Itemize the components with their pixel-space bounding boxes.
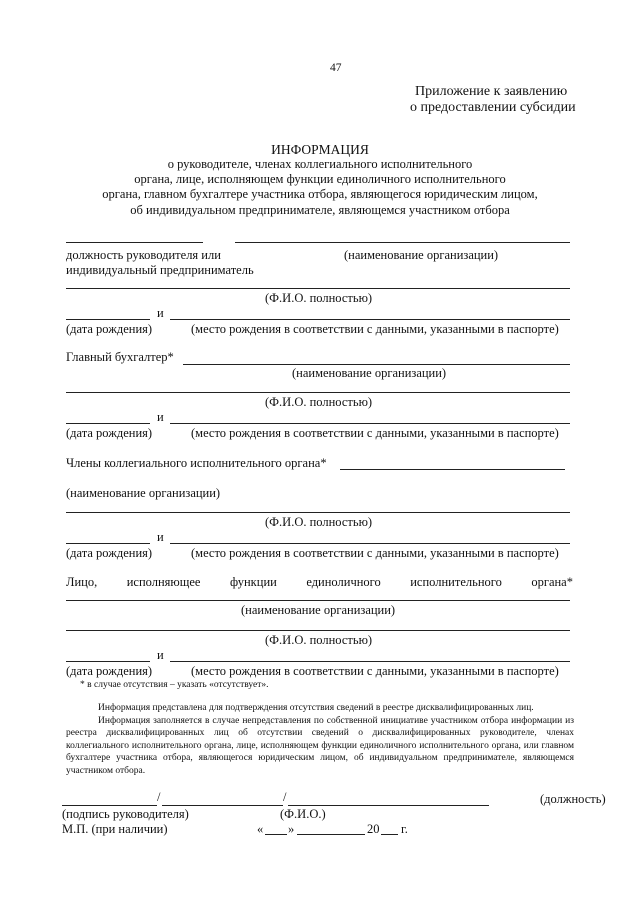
- position-label: должность руководителя или: [66, 248, 221, 262]
- organization-name-field[interactable]: [235, 242, 570, 243]
- birth-place-field[interactable]: [170, 423, 570, 424]
- birth-date-label: (дата рождения): [66, 426, 153, 440]
- year-prefix: 20: [367, 822, 380, 836]
- organization-name-label: (наименование организации): [66, 486, 221, 500]
- heading-word: исполняющее: [126, 575, 201, 589]
- full-name-label: (Ф.И.О. полностью): [265, 633, 373, 647]
- fio-caption: (Ф.И.О.): [280, 807, 326, 821]
- entrepreneur-label: индивидуальный предприниматель: [66, 263, 254, 277]
- heading-word: функции: [229, 575, 277, 589]
- date-open-quote: «: [257, 822, 264, 836]
- sole-executive-heading: [66, 575, 573, 590]
- and-label: и: [157, 306, 164, 320]
- date-month-field[interactable]: [297, 834, 365, 835]
- full-name-label: (Ф.И.О. полностью): [265, 291, 373, 305]
- full-name-label: (Ф.И.О. полностью): [265, 395, 373, 409]
- subtitle-line-4: об индивидуальном предпринимателе, являющемся участником отбора: [130, 203, 510, 217]
- board-members-field[interactable]: [340, 469, 565, 470]
- position-field[interactable]: [66, 242, 203, 243]
- footnote: * в случае отсутствия – указать «отсутствует».: [80, 680, 269, 690]
- heading-word: органа*: [531, 575, 573, 589]
- full-name-field[interactable]: [66, 512, 570, 513]
- board-members-heading: Члены коллегиального исполнительного органа*: [66, 456, 327, 470]
- heading-word: исполнительного: [410, 575, 502, 589]
- chief-accountant-heading: Главный бухгалтер*: [66, 350, 174, 364]
- birth-place-label: (место рождения в соответствии с данными, указанными в паспорте): [191, 664, 559, 678]
- date-close-quote: »: [288, 822, 295, 836]
- organization-name-label: (наименование организации): [292, 366, 447, 380]
- date-day-field[interactable]: [265, 834, 287, 835]
- notes-block: [66, 702, 574, 777]
- year-suffix: г.: [401, 822, 408, 836]
- birth-date-label: (дата рождения): [66, 322, 153, 336]
- full-name-field[interactable]: [66, 392, 570, 393]
- and-label: и: [157, 648, 164, 662]
- signature-field[interactable]: [62, 805, 157, 806]
- signature-position-field[interactable]: [288, 805, 489, 806]
- position-caption: (должность): [540, 792, 606, 806]
- birth-date-field[interactable]: [66, 543, 150, 544]
- birth-date-field[interactable]: [66, 319, 150, 320]
- birth-place-label: (место рождения в соответствии с данными, указанными в паспорте): [191, 426, 559, 440]
- birth-place-field[interactable]: [170, 661, 570, 662]
- note-paragraph-1: Информация представлена для подтверждения отсутствия сведений в реестре дисквалифицированных лиц.: [98, 703, 534, 713]
- page-number: 47: [330, 62, 342, 74]
- slash-separator: /: [157, 790, 161, 804]
- and-label: и: [157, 530, 164, 544]
- date-year-field[interactable]: [381, 834, 398, 835]
- birth-date-field[interactable]: [66, 423, 150, 424]
- full-name-label: (Ф.И.О. полностью): [265, 515, 373, 529]
- stamp-caption: М.П. (при наличии): [62, 822, 168, 836]
- chief-accountant-org-field[interactable]: [183, 364, 570, 365]
- and-label: и: [157, 410, 164, 424]
- full-name-field[interactable]: [66, 630, 570, 631]
- sole-executive-org-field[interactable]: [66, 600, 570, 601]
- birth-date-field[interactable]: [66, 661, 150, 662]
- full-name-field[interactable]: [66, 288, 570, 289]
- birth-date-label: (дата рождения): [66, 664, 153, 678]
- organization-name-label: (наименование организации): [344, 248, 499, 262]
- birth-date-label: (дата рождения): [66, 546, 153, 560]
- subtitle-line-2: органа, лице, исполняющем функции единоличного исполнительного: [134, 172, 506, 186]
- slash-separator: /: [283, 790, 287, 804]
- subtitle-line-1: о руководителе, членах коллегиального исполнительного: [167, 157, 473, 171]
- appendix-line-2: о предоставлении субсидии: [410, 100, 576, 115]
- heading-word: Лицо,: [66, 575, 98, 589]
- document-title: ИНФОРМАЦИЯ: [271, 142, 369, 157]
- head-signature-caption: (подпись руководителя): [62, 807, 189, 821]
- note-paragraph-2: Информация заполняется в случае непредставления по собственной инициативе участником отбора информации из реестра дисквалифицированных лиц об отсутствии сведений о дисквалифицированных руководителе, членах коллегиального исполнительного органа, лице, исполняющем функции единоличного исполнительного органа, или главном бухгалтере участника отбора, являющегося юридическим лицом, об индивидуальном предпринимателе, являющемся участником отбора.: [66, 715, 574, 776]
- birth-place-label: (место рождения в соответствии с данными, указанными в паспорте): [191, 546, 559, 560]
- appendix-line-1: Приложение к заявлению: [415, 84, 568, 99]
- birth-place-field[interactable]: [170, 543, 570, 544]
- birth-place-label: (место рождения в соответствии с данными, указанными в паспорте): [191, 322, 559, 336]
- heading-word: единоличного: [306, 575, 381, 589]
- organization-name-label: (наименование организации): [241, 603, 396, 617]
- subtitle-line-3: органа, главном бухгалтере участника отбора, являющегося юридическим лицом,: [102, 187, 538, 201]
- birth-place-field[interactable]: [170, 319, 570, 320]
- signature-name-field[interactable]: [162, 805, 283, 806]
